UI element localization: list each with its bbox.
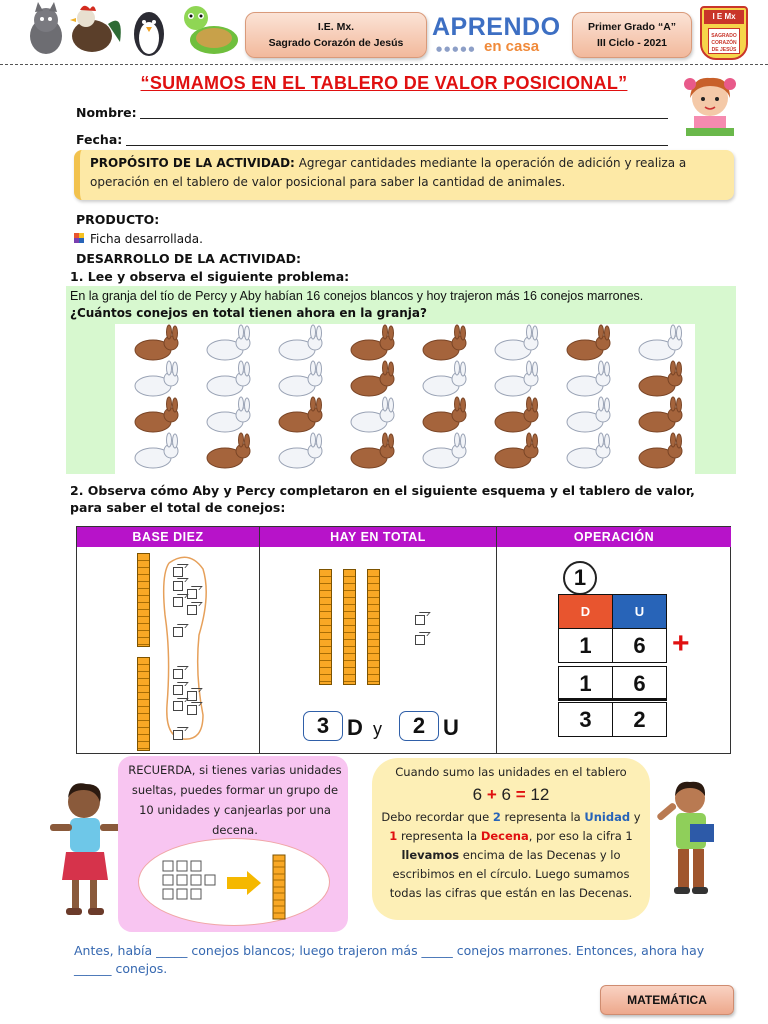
expl-part: , por eso la cifra 1 xyxy=(528,829,633,843)
school-line-2: Sagrado Corazón de Jesús xyxy=(268,37,404,49)
unit-cube xyxy=(173,567,183,577)
expl-part: representa la xyxy=(504,810,581,824)
white-rabbit-icon xyxy=(279,325,322,360)
brown-rabbit-icon xyxy=(351,325,394,360)
brown-rabbit-icon xyxy=(639,361,682,396)
school-crest xyxy=(700,6,748,60)
brown-rabbit-icon xyxy=(135,325,178,360)
white-rabbit-icon xyxy=(135,433,178,468)
expl-part: y xyxy=(633,810,641,824)
col-hay-en-total: HAY EN TOTAL xyxy=(260,527,496,547)
connector-y: y xyxy=(373,719,382,739)
crest-top-text: I E Mx xyxy=(704,10,744,24)
expl-num-2: 2 xyxy=(492,810,501,824)
expl-llevamos: llevamos xyxy=(401,848,460,862)
unit-cube xyxy=(173,685,183,695)
brown-rabbit-icon xyxy=(639,397,682,432)
unit-cube xyxy=(187,691,197,701)
brown-rabbit-icon xyxy=(351,433,394,468)
header-divider xyxy=(0,64,768,65)
result-u: 2 xyxy=(612,702,667,737)
carry-circle: 1 xyxy=(563,561,597,595)
eq-a: 6 xyxy=(472,785,483,804)
brown-rabbit-icon xyxy=(567,325,610,360)
expl-part: encima de las Decenas y lo escribimos en el círculo. Luego sumamos todas las cifras que están en las Decenas. xyxy=(389,848,633,900)
grade-line-2: III Ciclo - 2021 xyxy=(596,37,668,49)
eq-b: 6 xyxy=(501,785,511,804)
explanation-line-1: Cuando sumo las unidades en el tablero xyxy=(395,765,627,779)
purpose-label: PROPÓSITO DE LA ACTIVIDAD: xyxy=(90,156,295,170)
product-item xyxy=(74,232,203,246)
development-label: DESARROLLO DE LA ACTIVIDAD: xyxy=(76,251,301,266)
unit-cube xyxy=(173,581,183,591)
tens-value-box: 3 xyxy=(303,711,343,741)
remember-text: RECUERDA, si tienes varias unidades sueltas, puedes formar un grupo de 10 unidades y canjearlas por una decena. xyxy=(128,763,342,837)
plus-sign: + xyxy=(672,627,690,660)
col-divider xyxy=(259,527,260,753)
white-rabbit-icon xyxy=(567,397,610,432)
white-rabbit-icon xyxy=(135,361,178,396)
white-rabbit-icon xyxy=(423,433,466,468)
brown-rabbit-icon xyxy=(207,433,250,468)
white-rabbit-icon xyxy=(495,361,538,396)
date-label: Fecha: xyxy=(76,132,123,147)
brown-rabbit-icon xyxy=(351,361,394,396)
brown-rabbit-icon xyxy=(423,397,466,432)
boy-writing-illustration xyxy=(650,776,730,906)
grade-line-1: Primer Grado “A” xyxy=(587,21,677,33)
units-letter: U xyxy=(443,715,459,740)
expl-decena: Decena xyxy=(480,829,529,843)
explanation-text xyxy=(376,763,646,903)
equation xyxy=(376,782,646,808)
white-rabbit-icon xyxy=(207,397,250,432)
white-rabbit-icon xyxy=(567,361,610,396)
step-2: 2. Observa cómo Aby y Percy completaron en el siguiente esquema y el tablero de valor, para saber el total de conejos: xyxy=(70,483,695,515)
white-rabbit-icon xyxy=(207,361,250,396)
col-operacion: OPERACIÓN xyxy=(497,527,731,547)
white-rabbit-icon xyxy=(351,397,394,432)
step-1: 1. Lee y observa el siguiente problema: xyxy=(70,269,350,284)
girl-pointing-illustration xyxy=(46,780,126,920)
purpose-text: Agregar cantidades mediante la operación de adición y realiza a operación en el tablero de valor posicional para saber la cantidad de animales. xyxy=(90,156,687,189)
white-rabbit-icon xyxy=(279,361,322,396)
unit-cube xyxy=(173,627,183,637)
white-rabbit-icon xyxy=(207,325,250,360)
name-label: Nombre: xyxy=(76,105,137,120)
brown-rabbit-icon xyxy=(495,397,538,432)
white-rabbit-icon xyxy=(423,361,466,396)
exchange-illustration xyxy=(138,838,330,926)
brown-rabbit-icon xyxy=(639,433,682,468)
logo-dots: ●●●●● xyxy=(436,45,477,53)
brown-rabbit-icon xyxy=(423,325,466,360)
grade-box xyxy=(572,12,692,58)
expl-unidad: Unidad xyxy=(584,810,631,824)
row2-d: 1 xyxy=(558,666,613,701)
row1-u: 6 xyxy=(612,628,667,663)
brown-rabbit-icon xyxy=(495,433,538,468)
white-rabbit-icon xyxy=(495,325,538,360)
base-ten-table xyxy=(76,526,731,754)
closing-exercise: Antes, había _____ conejos blancos; luego trajeron más _____ conejos marrones. Entonces, ahora hay ______ conejos. xyxy=(74,943,705,976)
unit-cube xyxy=(173,730,183,740)
purpose-box xyxy=(74,150,734,200)
product-label: PRODUCTO: xyxy=(76,212,160,227)
row1-d: 1 xyxy=(558,628,613,663)
unit-cube xyxy=(173,669,183,679)
expl-num-1: 1 xyxy=(389,829,398,843)
logo-sub-text: en casa xyxy=(484,38,540,55)
unit-cube xyxy=(415,635,425,645)
units-value-box: 2 xyxy=(399,711,439,741)
school-line-1: I.E. Mx. xyxy=(317,21,355,33)
expl-part: Debo recordar que xyxy=(381,810,490,824)
eq-result: 12 xyxy=(530,785,550,804)
eq-equals: = xyxy=(515,785,526,804)
animals-illustration xyxy=(24,2,244,58)
eq-plus: + xyxy=(486,785,497,804)
page-title: “SUMAMOS EN EL TABLERO DE VALOR POSICIONAL” xyxy=(140,73,628,93)
rabbits-illustration xyxy=(115,324,695,474)
unit-cube xyxy=(187,605,197,615)
ten-rod xyxy=(137,657,150,751)
white-rabbit-icon xyxy=(567,433,610,468)
header-u: U xyxy=(612,594,667,629)
white-rabbit-icon xyxy=(639,325,682,360)
ten-rod xyxy=(367,569,380,685)
unit-cube xyxy=(187,705,197,715)
unit-cube xyxy=(173,597,183,607)
col-base-diez: BASE DIEZ xyxy=(77,527,259,547)
product-item-text: Ficha desarrollada. xyxy=(90,232,203,246)
school-name-box xyxy=(245,12,427,58)
row2-u: 6 xyxy=(612,666,667,701)
grouping-loop xyxy=(159,555,215,745)
header-d: D xyxy=(558,594,613,629)
ten-rod xyxy=(137,553,150,647)
expl-part: representa la xyxy=(400,829,478,843)
subject-footer: MATEMÁTICA xyxy=(600,985,734,1015)
problem-statement: En la granja del tío de Percy y Aby habían 16 conejos blancos y hoy trajeron más 16 conejos marrones. xyxy=(70,289,644,303)
unit-cube xyxy=(415,615,425,625)
unit-cube xyxy=(173,701,183,711)
name-field[interactable] xyxy=(140,118,668,119)
girl-writing-illustration xyxy=(680,72,740,138)
col-divider xyxy=(496,527,497,753)
ten-rod xyxy=(319,569,332,685)
ten-rod xyxy=(343,569,356,685)
problem-question: ¿Cuántos conejos en total tienen ahora en la granja? xyxy=(70,306,427,320)
problem-text xyxy=(70,288,735,322)
result-d: 3 xyxy=(558,702,613,737)
crest-text: SAGRADO CORAZÓN DE JESÚS xyxy=(708,28,740,54)
date-field[interactable] xyxy=(126,145,668,146)
explanation-paragraph xyxy=(376,808,646,903)
white-rabbit-icon xyxy=(279,433,322,468)
logo-main-text: APRENDO xyxy=(432,13,561,41)
brown-rabbit-icon xyxy=(279,397,322,432)
aprendo-en-casa-logo xyxy=(432,13,561,56)
bullet-icon xyxy=(74,232,84,242)
brown-rabbit-icon xyxy=(135,397,178,432)
tens-letter: D xyxy=(347,715,363,740)
